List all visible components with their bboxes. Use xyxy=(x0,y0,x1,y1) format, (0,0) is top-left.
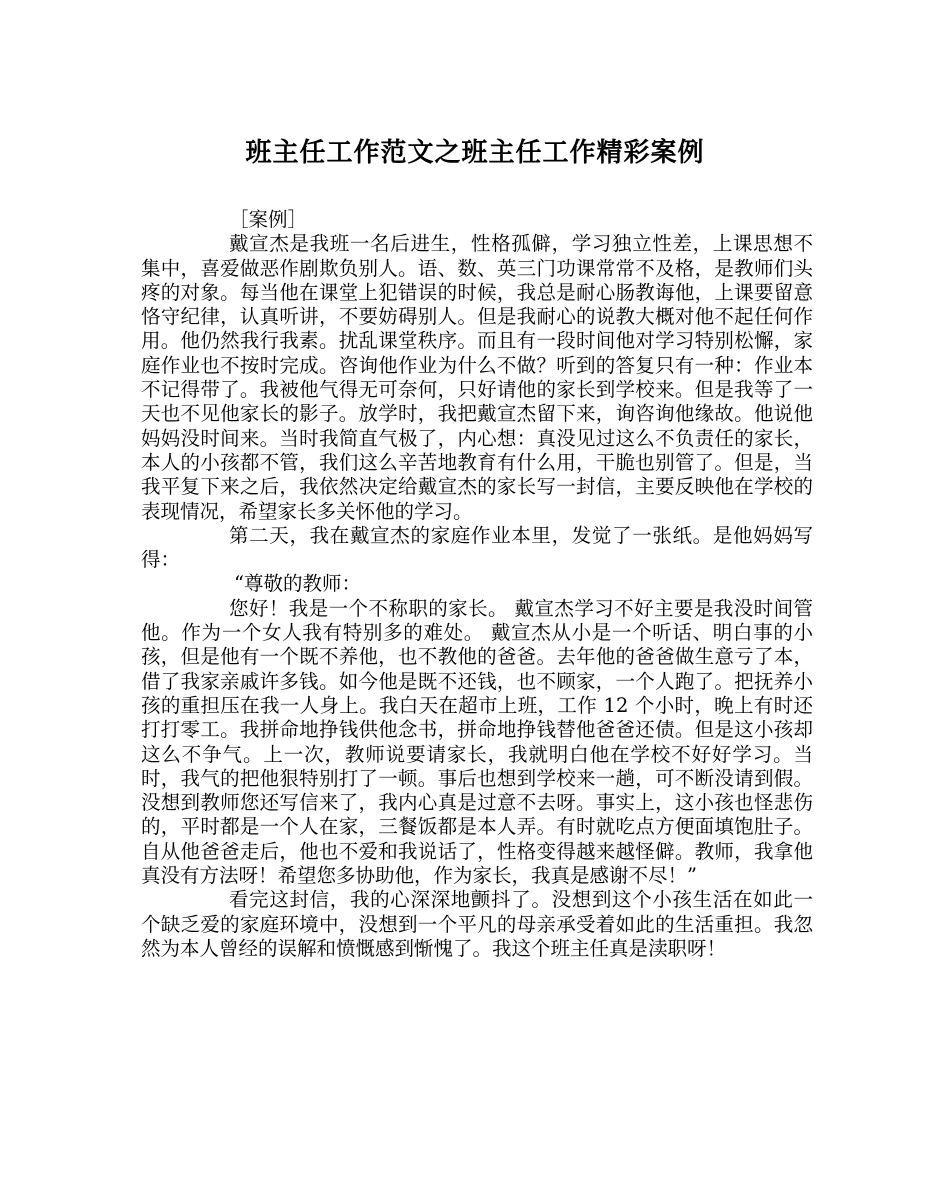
document-body xyxy=(141,208,813,961)
letter-body: 您好！我是一个不称职的家长。 戴宣杰学习不好主要是我没时间管他。作为一个女人我有特别多的难处。 戴宣杰从小是一个听话、明白事的小孩，但是他有一个既不养他，也不教他的爸爸。去年他的爸爸做生意亏了本，借了我家亲戚许多钱。如今他是既不还钱，也不顾家，一个人跑了。把抚养小孩的重担压在我一人身上。我白天在超市上班，工作 12 个小时，晚上有时还打打零工。我拼命地挣钱供他念书，拼命地挣钱替他爸爸还债。但是这小孩却这么不争气。上一次，教师说要请家长，我就明白他在学校不好好学习。当时，我气的把他狠特别打了一顿。事后也想到学校来一趟，可不断没请到假。没想到教师您还写信来了，我内心真是过意不去呀。事实上，这小孩也怪悲伤的，平时都是一个人在家，三餐饭都是本人弄。有时就吃点方便面填饱肚子。自从他爸爸走后，他也不爱和我说话了，性格变得越来越怪僻。教师，我拿他真没有方法呀！希望您多协助他，作为家长，我真是感谢不尽！” xyxy=(141,596,813,888)
paragraph: 戴宣杰是我班一名后进生，性格孤僻，学习独立性差，上课思想不集中，喜爱做恶作剧欺负别人。语、数、英三门功课常常不及格，是教师们头疼的对象。每当他在课堂上犯错误的时候，我总是耐心肠教诲他，上课要留意恪守纪律，认真听讲，不要妨碍别人。但是我耐心的说教大概对他不起任何作用。他仍然我行我素。扰乱课堂秩序。而且有一段时间他对学习特别松懈，家庭作业也不按时完成。咨询他作业为什么不做？听到的答复只有一种：作业本不记得带了。我被他气得无可奈何，只好请他的家长到学校来。但是我等了一天也不见他家长的影子。放学时，我把戴宣杰留下来，询咨询他缘故。他说他妈妈没时间来。当时我简直气极了，内心想：真没见过这么不负责任的家长，本人的小孩都不管，我们这么辛苦地教育有什么用，干脆也别管了。但是，当我平复下来之后，我依然决定给戴宣杰的家长写一封信，主要反映他在学校的表现情况，希望家长多关怀他的学习。 xyxy=(141,232,813,523)
letter-salutation: “尊敬的教师： xyxy=(234,572,361,596)
paragraph: 看完这封信，我的心深深地颤抖了。没想到这个小孩生活在如此一个缺乏爱的家庭环境中，没想到一个平凡的母亲承受着如此的生活重担。我忽然为本人曾经的误解和愤慨感到惭愧了。我这个班主任真是渎职呀！ xyxy=(141,888,813,960)
section-label: ［案例］ xyxy=(229,208,308,231)
paragraph: 第二天，我在戴宣杰的家庭作业本里，发觉了一张纸。是他妈妈写得： xyxy=(141,523,813,572)
document-title: 班主任工作范文之班主任工作精彩案例 xyxy=(245,138,705,168)
